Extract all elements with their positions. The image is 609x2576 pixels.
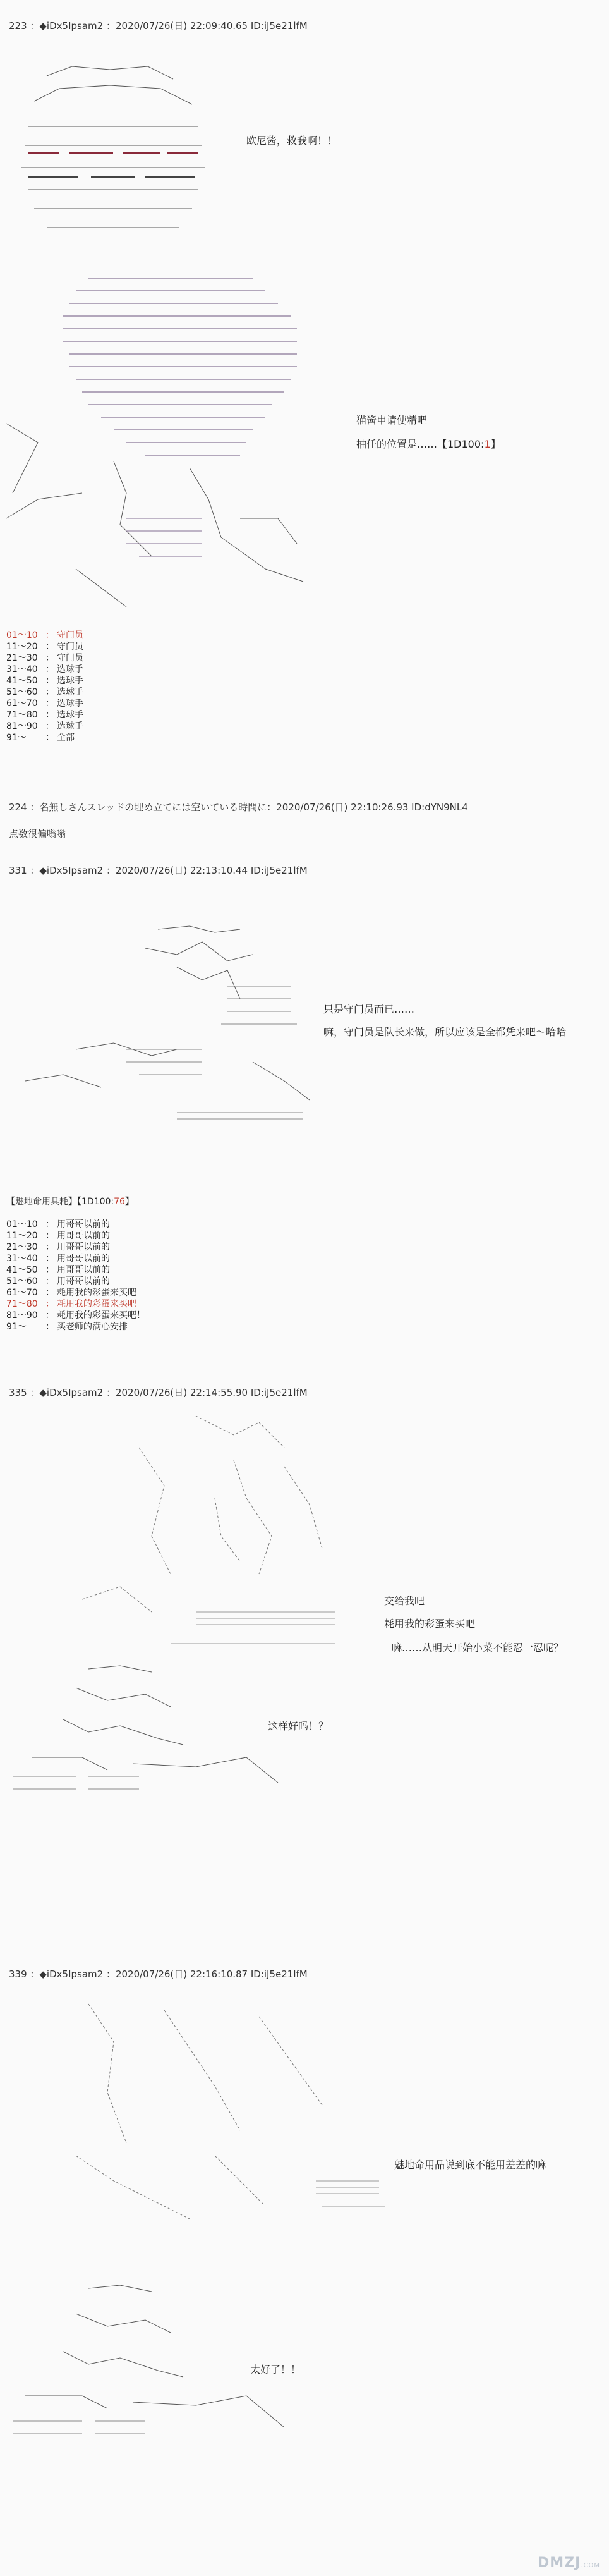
post-header: 223 ：◆iDx5Ipsam2 ：2020/07/26(日) 22:09:40.65 ID:iJ5e21lfM [9,20,308,32]
table-row: 21～30 ： 用哥哥以前的 [6,1242,110,1252]
character-speech: 欧尼酱，救我啊！！ [246,135,338,147]
narration-line: 交给我吧 [384,1595,425,1607]
narration-line: 猫酱申请使精吧 [356,414,428,426]
roll-table-title [6,1195,134,1207]
table-row: 81～90 ： 选球手 [6,721,83,731]
narration-line: 嘛，守门员是队长来做，所以应该是全都凭来吧～哈哈 [323,1026,567,1038]
ascii-art-sketch-character [51,1991,404,2257]
post-header: 224 ：名無しさんスレッドの埋め立てには空いている時間に：2020/07/26(日) 22:10:26.93 ID:dYN9NL4 [9,802,468,813]
character-speech: 这样好吗！？ [268,1720,329,1732]
roll-prefix: 抽任的位置是……【1D100: [356,438,485,450]
character-speech: 太好了！！ [250,2364,301,2376]
post-header: 331 ：◆iDx5Ipsam2 ：2020/07/26(日) 22:13:10.44 ID:iJ5e21lfM [9,865,308,876]
table-row: 41～50 ： 选球手 [6,676,83,686]
table-row: 51～60 ： 选球手 [6,687,83,697]
roll-close: 】 [490,438,501,450]
table-row: 91～ ： 全部 [6,733,75,743]
table-row: 61～70 ： 选球手 [6,699,83,709]
narration-line: 只是守门员而已…… [323,1003,415,1015]
roll-table [6,630,83,743]
ascii-art-sketch-figure [69,1410,385,1663]
table-row: 51～60 ： 用哥哥以前的 [6,1276,110,1286]
roll-value: 76 [114,1197,125,1207]
ascii-art-character-scene [13,923,329,1132]
roll-table [6,1219,145,1333]
table-row: 01～10 ： 用哥哥以前的 [6,1219,110,1230]
site-watermark [538,2555,600,2571]
table-row: 11～20 ： 守门员 [6,642,83,652]
post-header: 339 ：◆iDx5Ipsam2 ：2020/07/26(日) 22:16:10.87 ID:iJ5e21lfM [9,1969,308,1980]
table-row: 71～80 ： 选球手 [6,710,83,720]
table-row: 71～80 ： 耗用我的彩蛋来买吧 [6,1299,136,1309]
table-row: 31～40 ： 用哥哥以前的 [6,1254,110,1264]
narration-line: 嘛……从明天开始小菜不能忍一忍呢？ [392,1642,564,1654]
post-header: 335 ：◆iDx5Ipsam2 ：2020/07/26(日) 22:14:55.90 ID:iJ5e21lfM [9,1387,308,1398]
watermark-text: DMZJ [538,2555,581,2571]
table-row: 41～50 ： 用哥哥以前的 [6,1265,110,1275]
narration-line: 魅地命用品说到底不能用差差的嘛 [394,2159,546,2171]
table-row: 21～30 ： 守门员 [6,653,83,663]
table-row: 01～10 ： 守门员 [6,630,83,640]
table-row: 31～40 ： 选球手 [6,664,83,675]
table-row: 11～20 ： 用哥哥以前的 [6,1231,110,1241]
ascii-art-hatched-figure [0,253,354,632]
table-row: 61～70 ： 耗用我的彩蛋来买吧 [6,1288,136,1298]
post-text: 点数很偏嗡嗡 [9,828,66,839]
ascii-art-small-character [6,1663,291,1795]
roll-line [356,436,501,451]
table-row: 81～90 ： 耗用我的彩蛋来买吧！ [6,1310,145,1321]
roll-title-suffix: 】 [124,1197,134,1207]
table-row: 91～ ： 买老师的满心安排 [6,1322,128,1332]
roll-title-prefix: 【魅地命用具耗】【1D100: [6,1197,114,1207]
ascii-art-character-group [9,63,217,247]
narration-line: 耗用我的彩蛋来买吧 [384,1618,476,1630]
watermark-suffix: .COM [581,2562,600,2569]
roll-value: 1 [484,438,491,450]
